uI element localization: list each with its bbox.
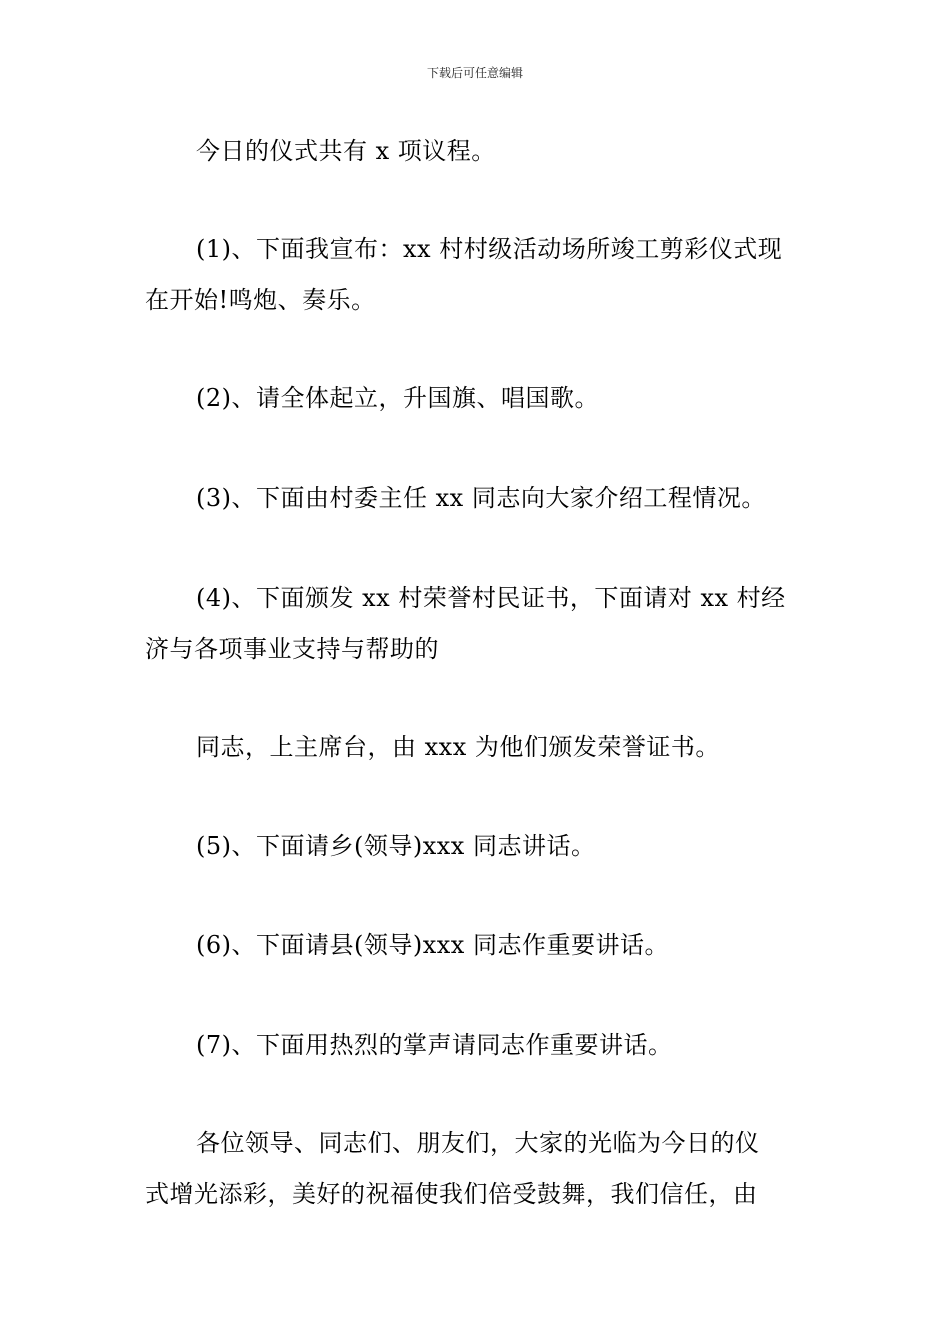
agenda-item-4-line-2: 济与各项事业支持与帮助的 [145, 635, 439, 663]
agenda-item-1-line-2: 在开始!鸣炮、奏乐。 [145, 286, 376, 314]
agenda-item-5-line: (5)、下面请乡(领导)xxx 同志讲话。 [196, 832, 596, 860]
agenda-item-7-line: (7)、下面用热烈的掌声请同志作重要讲话。 [196, 1031, 673, 1059]
closing-paragraph-line-2: 式增光添彩，美好的祝福使我们倍受鼓舞，我们信任，由 [145, 1180, 758, 1208]
agenda-intro-line: 今日的仪式共有 x 项议程。 [196, 137, 496, 165]
agenda-item-2-line: (2)、请全体起立，升国旗、唱国歌。 [196, 384, 599, 412]
agenda-item-6-line: (6)、下面请县(领导)xxx 同志作重要讲话。 [196, 931, 669, 959]
closing-paragraph-line-1: 各位领导、同志们、朋友们，大家的光临为今日的仪 [196, 1129, 760, 1157]
agenda-item-4-line-3: 同志，上主席台，由 xxx 为他们颁发荣誉证书。 [196, 733, 720, 761]
page-header-note: 下载后可任意编辑 [426, 66, 523, 80]
agenda-item-3-line: (3)、下面由村委主任 xx 同志向大家介绍工程情况。 [196, 484, 766, 512]
agenda-item-1-line-1: (1)、下面我宣布：xx 村村级活动场所竣工剪彩仪式现 [196, 235, 783, 263]
agenda-item-4-line-1: (4)、下面颁发 xx 村荣誉村民证书，下面请对 xx 村经 [196, 584, 786, 612]
